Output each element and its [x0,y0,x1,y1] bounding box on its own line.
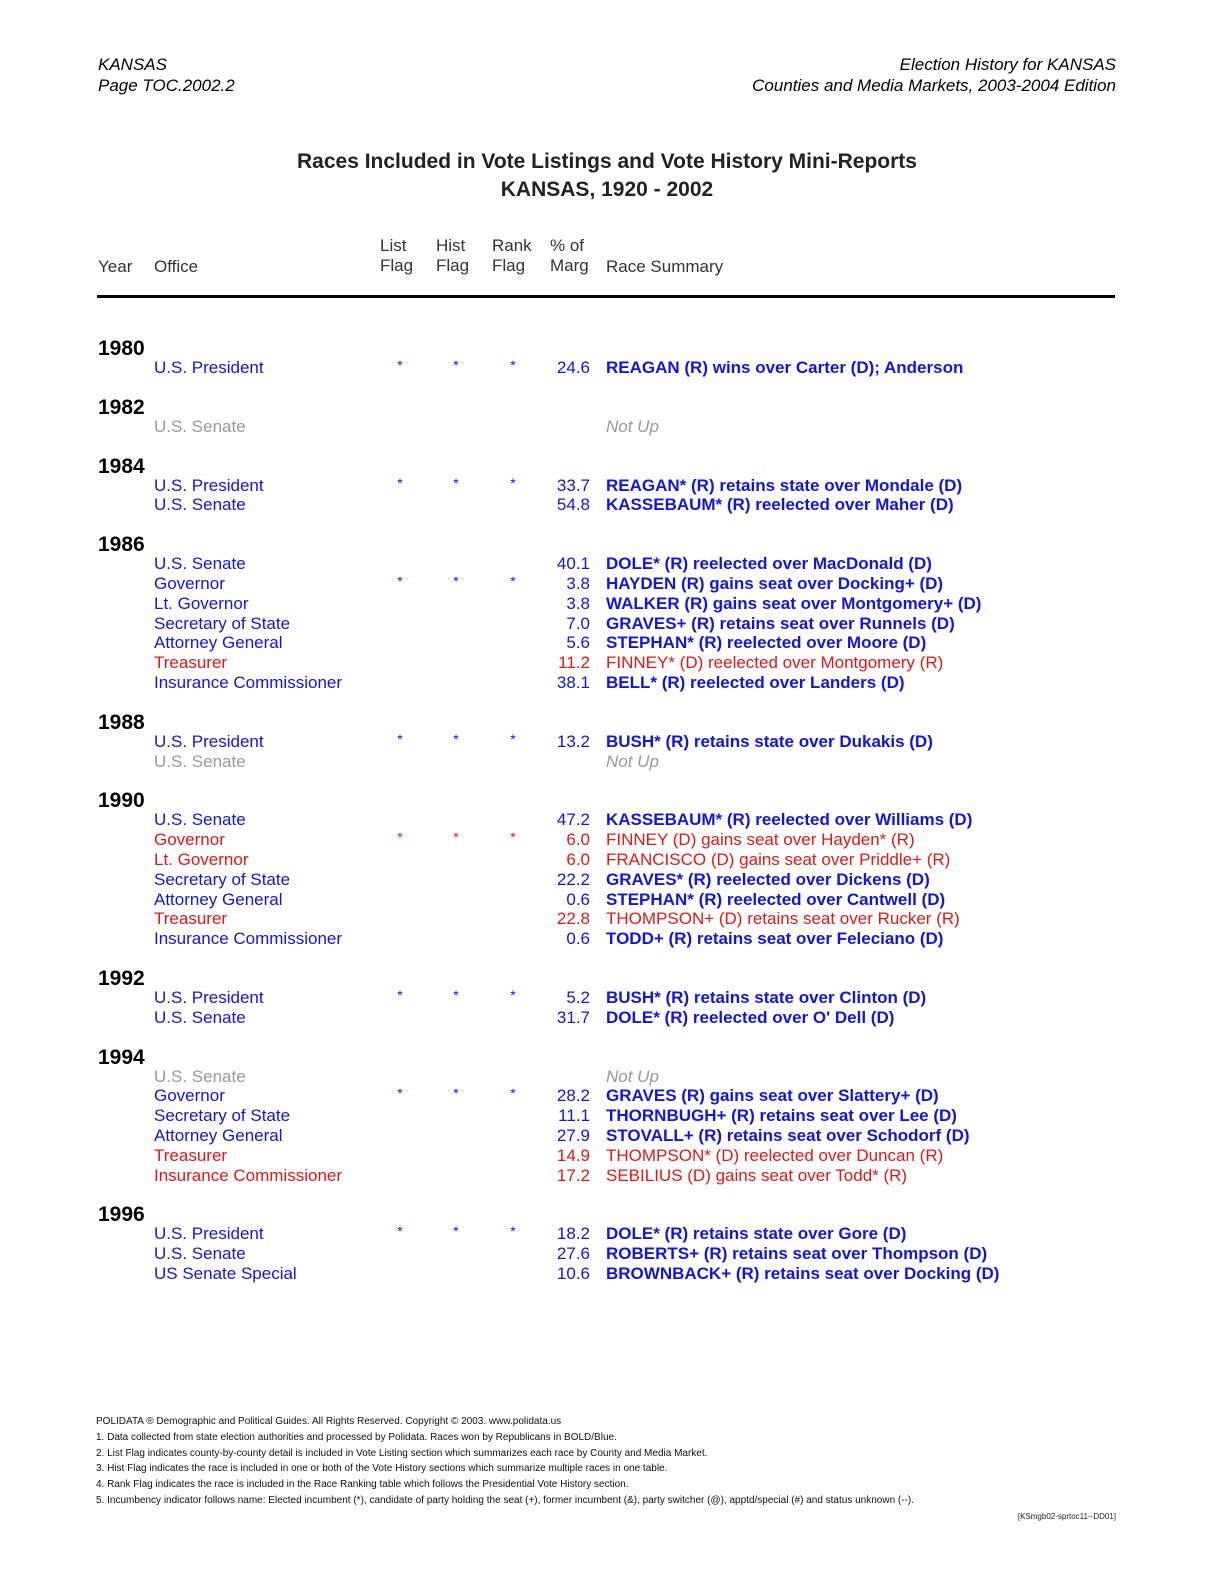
race-summary: Not Up [606,1066,659,1086]
margin-value: 38.1 [556,672,590,692]
hist-flag: * [453,829,459,846]
footer-note: 5. Incumbency indicator follows name: Elected incumbent (*), candidate of party holding the seat (+), former incumbent (&), party switcher (@), apptd/special (#) and status unknown (--). [96,1494,915,1506]
race-office: Insurance Commissioner [154,1165,343,1185]
race-row [0,358,1224,378]
margin-value: 0.6 [566,889,590,909]
col-list-flag-l2: Flag [380,256,414,275]
list-flag: * [397,986,403,1003]
race-row [0,554,1224,574]
footer-note: 4. Rank Flag indicates the race is included in the Race Ranking table which follows the Presidential Vote History section. [96,1479,629,1491]
race-row [0,870,1224,890]
margin-value: 5.6 [566,633,590,653]
list-flag: * [397,572,403,589]
race-summary: GRAVES (R) gains seat over Slattery+ (D) [606,1086,939,1106]
race-summary: REAGAN* (R) retains state over Mondale (D) [606,475,963,495]
footer-note: 2. List Flag indicates county-by-county detail is included in Vote Listing section which summarizes each race by County and Media Market. [96,1447,708,1459]
header-edition: Counties and Media Markets, 2003-2004 Edition [752,76,1116,95]
race-office: U.S. Senate [154,416,246,436]
year-label: 1996 [98,1203,145,1227]
margin-value: 27.6 [556,1244,590,1264]
col-rank-flag [492,236,532,276]
rank-flag: * [510,572,516,589]
year-label: 1982 [98,395,145,419]
race-summary: FINNEY* (D) reelected over Montgomery (R) [606,653,944,673]
race-row [0,574,1224,594]
title-line-1: Races Included in Vote Listings and Vote History Mini-Reports [297,150,917,173]
race-office: Attorney General [154,633,283,653]
race-row [0,614,1224,634]
margin-value: 18.2 [556,1224,590,1244]
race-row [0,1126,1224,1146]
race-row [0,988,1224,1008]
year-label: 1986 [98,533,145,557]
footer-note: 3. Hist Flag indicates the race is included in one or both of the Vote History sections which summarize multiple races in one table. [96,1463,668,1475]
year-group-header [0,1047,1224,1067]
list-flag: * [397,474,403,491]
col-hist-flag-l2: Flag [436,256,470,275]
race-office: US Senate Special [154,1263,297,1283]
race-summary: WALKER (R) gains seat over Montgomery+ (D) [606,593,982,613]
year-group-header [0,338,1224,358]
race-office: U.S. President [154,1224,264,1244]
margin-value: 22.2 [556,869,590,889]
race-office: U.S. President [154,358,264,377]
race-summary: GRAVES* (R) reelected over Dickens (D) [606,869,930,889]
col-list-flag-l1: List [380,236,407,255]
header-divider [97,295,1115,298]
margin-value: 0.6 [566,929,590,949]
race-summary: REAGAN (R) wins over Carter (D); Anderson [606,358,964,377]
page-header-left [98,54,235,96]
race-summary: KASSEBAUM* (R) reelected over Maher (D) [606,495,954,515]
race-summary: Not Up [606,416,659,436]
race-row [0,1086,1224,1106]
margin-value: 14.9 [556,1145,590,1165]
margin-value: 47.2 [556,810,590,830]
year-label: 1992 [98,966,145,990]
race-summary: BROWNBACK+ (R) retains seat over Docking (D) [606,1263,1000,1283]
year-group-header [0,533,1224,557]
race-row [0,594,1224,614]
margin-value: 24.6 [556,358,590,377]
margin-value: 6.0 [566,830,590,850]
race-row [0,417,1224,437]
race-office: Attorney General [154,889,283,909]
year-group-header [0,456,1224,476]
col-rank-flag-l2: Flag [492,256,526,275]
column-header [0,236,1224,280]
race-row [0,495,1224,515]
col-list-flag [380,236,413,276]
year-group-header [0,789,1224,813]
year-label: 1984 [98,454,145,478]
year-label: 1994 [98,1045,145,1069]
race-office: Treasurer [154,909,228,929]
race-summary: FINNEY (D) gains seat over Hayden* (R) [606,830,915,850]
race-office: Lt. Governor [154,849,249,869]
margin-value: 27.9 [556,1125,590,1145]
race-summary: DOLE* (R) reelected over MacDonald (D) [606,554,932,574]
race-summary: GRAVES+ (R) retains seat over Runnels (D) [606,613,955,633]
footer-note: 1. Data collected from state election authorities and processed by Polidata. Races won by Republicans in BOLD/Blue. [96,1431,617,1443]
hist-flag: * [453,474,459,491]
year-group-header [0,1203,1224,1227]
race-row [0,890,1224,910]
race-summary: THOMPSON* (D) reelected over Duncan (R) [606,1145,944,1165]
margin-value: 11.2 [558,653,590,673]
race-row [0,1244,1224,1264]
col-race-summary: Race Summary [606,257,724,276]
margin-value: 3.8 [566,573,590,593]
race-row [0,1106,1224,1126]
header-state: KANSAS [98,55,167,74]
header-title: Election History for KANSAS [899,55,1116,74]
col-hist-flag [436,236,469,276]
year-group-header [0,397,1224,417]
race-office: U.S. President [154,475,264,495]
race-row [0,830,1224,850]
footer-notes [96,1414,1116,1509]
race-summary: BUSH* (R) retains state over Clinton (D) [606,987,927,1007]
race-row [0,752,1224,772]
margin-value: 31.7 [556,1007,590,1027]
year-group-header [0,968,1224,988]
margin-value: 6.0 [566,849,590,869]
race-office: Governor [154,1086,225,1106]
race-summary: STEPHAN* (R) reelected over Cantwell (D) [606,889,946,909]
hist-flag: * [453,357,459,373]
race-row [0,633,1224,653]
race-row [0,909,1224,929]
col-office: Office [154,257,199,276]
margin-value: 10.6 [556,1263,590,1283]
header-page: Page TOC.2002.2 [98,76,235,95]
race-row [0,810,1224,830]
race-summary: BELL* (R) reelected over Landers (D) [606,672,905,692]
race-summary: FRANCISCO (D) gains seat over Priddle+ (R) [606,849,951,869]
col-margin-l1: % of [550,236,585,255]
col-margin [550,236,589,276]
margin-value: 13.2 [556,731,590,751]
race-row [0,1008,1224,1028]
col-rank-flag-l1: Rank [492,236,532,255]
race-summary: STEPHAN* (R) reelected over Moore (D) [606,633,927,653]
margin-value: 3.8 [566,593,590,613]
race-summary: Not Up [606,751,659,771]
race-office: Governor [154,573,225,593]
race-office: Governor [154,830,225,850]
hist-flag: * [453,1223,459,1240]
rank-flag: * [510,1085,516,1102]
hist-flag: * [453,730,459,747]
rank-flag: * [510,474,516,491]
race-row [0,1224,1224,1244]
margin-value: 40.1 [556,554,590,574]
rank-flag: * [510,730,516,747]
race-office: U.S. Senate [154,1007,246,1027]
margin-value: 17.2 [556,1165,590,1185]
race-summary: STOVALL+ (R) retains seat over Schodorf (D) [606,1125,970,1145]
list-flag: * [397,1085,403,1102]
race-office: Secretary of State [154,613,291,633]
rank-flag: * [510,1223,516,1240]
race-row [0,1067,1224,1087]
race-office: Attorney General [154,1125,283,1145]
race-office: U.S. Senate [154,751,246,771]
race-summary: BUSH* (R) retains state over Dukakis (D) [606,731,933,751]
list-flag: * [397,730,403,747]
race-row [0,1166,1224,1186]
document-id: [KSmgb02-sprtoc11--DD01] [1017,1512,1116,1521]
list-flag: * [397,357,403,373]
race-summary: KASSEBAUM* (R) reelected over Williams (D) [606,810,973,830]
race-office: Secretary of State [154,869,291,889]
year-group-header [0,712,1224,732]
list-flag: * [397,1223,403,1240]
race-summary: ROBERTS+ (R) retains seat over Thompson (D) [606,1244,988,1264]
race-summary: DOLE* (R) retains state over Gore (D) [606,1224,907,1244]
title-line-2: KANSAS, 1920 - 2002 [500,178,714,201]
col-margin-l2: Marg [550,256,589,275]
page-title [0,148,1214,204]
race-summary: THORNBUGH+ (R) retains seat over Lee (D) [606,1106,957,1126]
margin-value: 33.7 [556,475,590,495]
list-flag: * [397,829,403,846]
margin-value: 5.2 [566,987,590,1007]
rank-flag: * [510,829,516,846]
race-office: Insurance Commissioner [154,672,343,692]
rank-flag: * [510,986,516,1003]
race-office: U.S. President [154,731,264,751]
margin-value: 22.8 [556,909,590,929]
race-office: Lt. Governor [154,593,249,613]
race-row [0,850,1224,870]
margin-value: 28.2 [556,1086,590,1106]
race-summary: TODD+ (R) retains seat over Feleciano (D) [606,929,944,949]
race-row [0,673,1224,693]
hist-flag: * [453,1085,459,1102]
race-row [0,653,1224,673]
year-label: 1990 [98,789,145,813]
race-summary: DOLE* (R) reelected over O' Dell (D) [606,1007,895,1027]
race-office: U.S. Senate [154,1066,246,1086]
hist-flag: * [453,572,459,589]
race-summary: HAYDEN (R) gains seat over Docking+ (D) [606,573,944,593]
race-office: U.S. President [154,987,264,1007]
year-label: 1980 [98,337,145,360]
race-row [0,929,1224,949]
year-label: 1988 [98,710,145,734]
race-office: Secretary of State [154,1106,291,1126]
col-year: Year [98,257,133,276]
race-row [0,1264,1224,1284]
margin-value: 7.0 [566,613,590,633]
race-office: Treasurer [154,1145,228,1165]
race-office: Insurance Commissioner [154,929,343,949]
margin-value: 11.1 [558,1106,590,1126]
col-hist-flag-l1: Hist [436,236,466,255]
rank-flag: * [510,357,516,373]
race-row [0,732,1224,752]
race-list [0,338,1224,1284]
race-office: U.S. Senate [154,810,246,830]
race-office: Treasurer [154,653,228,673]
race-row [0,1146,1224,1166]
page-header-right [752,54,1116,96]
hist-flag: * [453,986,459,1003]
footer-note: POLIDATA ® Demographic and Political Guides. All Rights Reserved. Copyright © 2003. www.polidata.us [96,1416,562,1427]
margin-value: 54.8 [556,495,590,515]
race-office: U.S. Senate [154,554,246,574]
race-summary: THOMPSON+ (D) retains seat over Rucker (R) [606,909,960,929]
race-summary: SEBILIUS (D) gains seat over Todd* (R) [606,1165,908,1185]
race-office: U.S. Senate [154,1244,246,1264]
race-row [0,476,1224,496]
race-office: U.S. Senate [154,495,246,515]
